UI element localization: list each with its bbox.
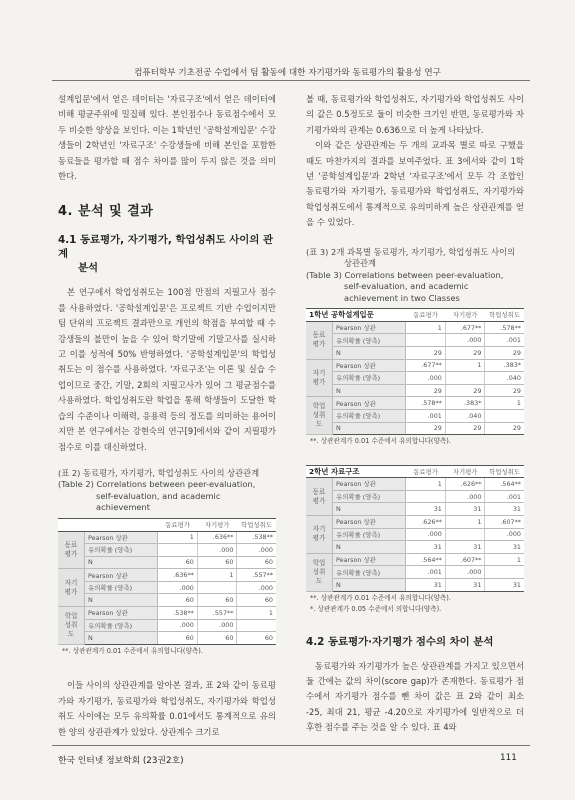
row-group-label: [58, 569, 85, 607]
caption-line: (Table 2) Correlations between peer-evaluation,: [58, 479, 256, 490]
row-label: N: [333, 503, 406, 516]
group-label-part: 평가: [64, 549, 78, 558]
table-row: [306, 490, 524, 503]
caption-line: (표 3) 2개 과목별 동료평가, 자기평가, 학업성취도 사이의: [306, 246, 516, 257]
table-row: [306, 478, 524, 491]
paragraph: 본 연구에서 학업성취도는 100점 만점의 지필고사 점수를 사용하였다. '공학설계입문'은 프로젝트 기반 수업이지만 팀 단위의 프로젝트 결과만으로 개인의 학점을 부여할 때 수강생들의 불만이 높을 수 있어 학기말에 기말고사를 실시하고 이를 성적에 50% 반영하였다. '공학설계입문'의 학업성취도는 이 점수를 사용하였다. '자료구조'는 이론 및 실습 수업이므로 중간, 기말, 2회의 지필고사가 있어 그 평균점수를 사용하였다. 학업성취도란 학업을 통해 학생들이 도달한 학습의 수준이나 이해력, 응용력 등의 정도를 의미하는 용어이지만 본 연구에서는 강현숙의 연구[9]에서와 같이 지필평가 점수로 이를 대신하였다.: [58, 287, 276, 452]
table-cell: .000: [445, 566, 485, 579]
row-label: Pearson 상관: [333, 515, 406, 528]
table-cell: 29: [485, 422, 524, 435]
group-label-part: 성취: [312, 411, 326, 420]
row-label: N: [85, 594, 158, 607]
table-cell: 29: [485, 346, 524, 359]
table-cell: .578**: [406, 397, 446, 410]
table-title: 1학년 공학설계입문: [306, 309, 406, 322]
section-title: 4. 분석 및 결과: [58, 204, 154, 220]
table-note: **. 상관관계가 0.01 수준에서 유의합니다(양측).: [310, 593, 451, 602]
table-row: [306, 397, 524, 410]
table-cell: .000: [197, 619, 237, 632]
table-cell: 1: [237, 607, 276, 620]
caption-line: (Table 3) Correlations between peer-evaluation,: [306, 269, 504, 280]
table-note: **. 상관관계가 0.01 수준에서 유의합니다(양측).: [310, 437, 451, 446]
group-label-part: 평가: [312, 496, 326, 505]
table-cell: 60: [158, 594, 198, 607]
table-cell: 31: [445, 578, 485, 591]
caption-line: self-evaluation, and academic: [344, 281, 469, 292]
table-cell: 60: [237, 632, 276, 645]
row-label: Pearson 상관: [333, 478, 406, 491]
row-label: Pearson 상관: [333, 553, 406, 566]
table-cell: .636**: [197, 531, 237, 544]
table-cell: 31: [485, 503, 524, 516]
table-cell: .538**: [237, 531, 276, 544]
table-cell: 60: [197, 556, 237, 569]
table-row: [58, 632, 276, 645]
table-cell: 31: [485, 541, 524, 554]
row-label: 유의확률 (양측): [85, 581, 158, 594]
table-cell: .677**: [406, 359, 446, 372]
column-header: 학업성취도: [485, 309, 524, 322]
group-label-part: 학업: [312, 558, 326, 567]
table-cell: 31: [406, 578, 446, 591]
table-cell: .001: [406, 409, 446, 422]
row-label: N: [333, 384, 406, 397]
footer-rule: [52, 745, 530, 746]
column-header: 동료평가: [406, 465, 446, 478]
table-cell: .001: [485, 490, 524, 503]
table-row: [306, 541, 524, 554]
table-row: [306, 384, 524, 397]
table-cell: .000: [445, 490, 485, 503]
row-group-label: [306, 553, 333, 591]
column-header: 동료평가: [158, 518, 198, 531]
row-label: Pearson 상관: [85, 531, 158, 544]
table-cell: .000: [445, 334, 485, 347]
group-label-part: 성취: [64, 620, 78, 629]
table-row: [306, 359, 524, 372]
caption-line: 상관관계: [344, 258, 377, 269]
table-cell: [445, 372, 485, 385]
subsection-line: 분석: [78, 262, 99, 275]
table-row: [306, 503, 524, 516]
table-cell: .607**: [445, 553, 485, 566]
table-cell: 31: [485, 578, 524, 591]
group-label-part: 도: [315, 576, 323, 585]
row-label: N: [333, 578, 406, 591]
row-group-label: [58, 531, 85, 569]
row-label: 유의확률 (양측): [333, 372, 406, 385]
table-row: [58, 619, 276, 632]
row-label: N: [85, 556, 158, 569]
row-label: Pearson 상관: [333, 397, 406, 410]
table-cell: 31: [445, 541, 485, 554]
table-cell: 1: [445, 359, 485, 372]
row-label: N: [333, 422, 406, 435]
group-label-part: 평가: [312, 377, 326, 386]
table-cell: 29: [445, 422, 485, 435]
column-header: 자기평가: [445, 309, 485, 322]
row-label: 유의확률 (양측): [85, 544, 158, 557]
table-cell: 29: [406, 422, 446, 435]
row-label: Pearson 상관: [333, 359, 406, 372]
table-cell: 1: [406, 478, 446, 491]
table-cell: 31: [445, 503, 485, 516]
table-row: [58, 556, 276, 569]
subsection-title: [58, 233, 276, 275]
table-cell: 60: [197, 632, 237, 645]
table-cell: 1: [445, 515, 485, 528]
row-label: N: [85, 632, 158, 645]
row-group-label: [306, 321, 333, 359]
table-cell: [406, 490, 446, 503]
row-label: Pearson 상관: [85, 569, 158, 582]
table-row: [306, 515, 524, 528]
table-cell: .626**: [445, 478, 485, 491]
table-cell: .000: [237, 581, 276, 594]
table-row: [306, 346, 524, 359]
row-label: N: [333, 346, 406, 359]
table-row: [58, 544, 276, 557]
table-cell: .383*: [445, 397, 485, 410]
row-label: Pearson 상관: [333, 321, 406, 334]
table-cell: .000: [406, 528, 446, 541]
row-group-label: [306, 359, 333, 397]
table-row: [58, 594, 276, 607]
table-cell: .000: [197, 544, 237, 557]
table-cell: .383*: [485, 359, 524, 372]
row-label: 유의확률 (양측): [333, 528, 406, 541]
running-head: 컴퓨터학부 기초전공 수업에서 팀 활동에 대한 자기평가와 동료평가의 활용성 연구: [134, 68, 441, 78]
table-row: [306, 528, 524, 541]
table-note: *. 상관관계가 0.05 수준에서 의합니다(양측).: [310, 605, 442, 614]
table-cell: 29: [485, 384, 524, 397]
table-cell: 60: [237, 594, 276, 607]
table-cell: 1: [197, 569, 237, 582]
column-header: 학업성취도: [485, 465, 524, 478]
table-cell: 29: [406, 384, 446, 397]
group-label-part: 평가: [312, 534, 326, 543]
table-cell: .564**: [485, 478, 524, 491]
table-cell: 1: [158, 531, 198, 544]
table-cell: [158, 544, 198, 557]
row-label: 유의확률 (양측): [85, 619, 158, 632]
table3-caption: [306, 247, 524, 305]
correlation-table-3b: [306, 465, 524, 592]
row-label: 유의확률 (양측): [333, 334, 406, 347]
table-cell: .564**: [406, 553, 446, 566]
column-header: 자기평가: [445, 465, 485, 478]
group-label-part: 학업: [64, 611, 78, 620]
header-rule: [52, 80, 530, 81]
group-label-part: 성취: [312, 567, 326, 576]
column-header: 학업성취도: [237, 518, 276, 531]
table-row: [306, 553, 524, 566]
right-column: [306, 92, 524, 736]
left-column: [58, 92, 276, 740]
group-label-part: 동료: [312, 487, 326, 496]
table-cell: .538**: [158, 607, 198, 620]
row-label: Pearson 상관: [85, 607, 158, 620]
table-cell: 29: [445, 384, 485, 397]
page-number: 111: [500, 753, 517, 763]
journal-name: 한국 인터넷 정보학회 (23권2호): [58, 756, 184, 766]
row-label: 유의확률 (양측): [333, 490, 406, 503]
table-cell: .557**: [197, 607, 237, 620]
table-row: [306, 578, 524, 591]
table-cell: .000: [158, 581, 198, 594]
table-row: [306, 321, 524, 334]
paragraph: 이와 같은 상관관계는 두 개의 교과목 별로 따로 구했을 때도 마찬가지의 결과를 보여주었다. 표 3에서와 같이 1학년 '공학설계입문'과 2학년 '자료구조'에서 모두 각 조합인 동료평가와 자기평가, 동료평가와 학업성취도, 자기평가와 학업성취도에서 통계적으로 유의미하게 높은 상관관계를 얻을 수 있었다.: [306, 140, 524, 228]
row-group-label: [306, 397, 333, 435]
paragraph: 볼 때, 동료평가와 학업성취도, 자기평가와 학업성취도 사이의 값은 0.5정도로 둘이 비슷한 크기인 반면, 동료평가와 자기평가와의 관계는 0.636으로 더 높게 나타났다.: [306, 94, 524, 135]
table-cell: 60: [197, 594, 237, 607]
table-cell: .578**: [485, 321, 524, 334]
table-corner: [58, 518, 158, 531]
table-row: [306, 372, 524, 385]
table-cell: .001: [406, 566, 446, 579]
table-cell: .001: [485, 334, 524, 347]
table-row: [306, 334, 524, 347]
table-row: [58, 569, 276, 582]
table-cell: .636**: [158, 569, 198, 582]
table-cell: .626**: [406, 515, 446, 528]
table-cell: [237, 619, 276, 632]
table-cell: 31: [406, 503, 446, 516]
table2-caption: [58, 468, 276, 514]
group-label-part: 동료: [312, 331, 326, 340]
table-row: [58, 531, 276, 544]
column-header: 동료평가: [406, 309, 446, 322]
table-cell: [485, 566, 524, 579]
table-cell: 29: [445, 346, 485, 359]
correlation-table-3a: [306, 308, 524, 435]
subsection-line: 4.1 동료평가, 자기평가, 학업성취도 사이의 관계: [58, 234, 274, 261]
table-row: [306, 409, 524, 422]
table-row: [306, 422, 524, 435]
table-cell: [406, 334, 446, 347]
group-label-part: 학업: [312, 402, 326, 411]
paragraph: 이들 사이의 상관관계를 알아본 결과, 표 2와 같이 동료평가와 자기평가, 동료평가와 학업성취도, 자기평가와 학업성취도 사이에는 모두 유의확률 0.01에서도 통계적으로 유의한 양의 상관관계가 있었다. 상관계수 크기로: [58, 680, 276, 737]
table-cell: 1: [485, 553, 524, 566]
table-note: **. 상관관계가 0.01 수준에서 유의합니다(양측).: [62, 646, 203, 655]
paragraph: 설계입문'에서 얻은 데이터는 '자료구조'에서 얻은 데이터에 비해 평균주위에 밀집해 있다. 본인점수나 동료점수에서 모두 비슷한 양상을 보인다. 이는 1학년인 '공학설계입문' 수강생들이 2학년인 '자료구조' 수강생들에 비해 본인을 포함한 동료들을 평가할 때 점수 차이를 많이 두지 않은 것을 의미한다.: [58, 94, 276, 182]
table-cell: .677**: [445, 321, 485, 334]
correlation-table-2: [58, 518, 276, 645]
table-row: [306, 566, 524, 579]
caption-line: (표 2) 동료평가, 자기평가, 학업성취도 사이의 상관관계: [58, 467, 260, 478]
table-cell: .000: [158, 619, 198, 632]
table-cell: 60: [158, 556, 198, 569]
row-label: 유의확률 (양측): [333, 409, 406, 422]
caption-line: self-evaluation, and academic achievement: [96, 490, 221, 513]
table-cell: .607**: [485, 515, 524, 528]
table-cell: .040: [445, 409, 485, 422]
table-cell: 60: [158, 632, 198, 645]
row-group-label: [306, 515, 333, 553]
row-label: N: [333, 541, 406, 554]
table-row: [58, 607, 276, 620]
table-cell: 31: [406, 541, 446, 554]
table-row: [58, 581, 276, 594]
row-label: 유의확률 (양측): [333, 566, 406, 579]
group-label-part: 자기: [64, 578, 78, 587]
table-cell: [197, 581, 237, 594]
row-group-label: [306, 478, 333, 516]
table-cell: .000: [406, 372, 446, 385]
group-label-part: 도: [67, 629, 75, 638]
table-cell: .000: [237, 544, 276, 557]
group-label-part: 평가: [64, 587, 78, 596]
table-cell: [445, 528, 485, 541]
row-group-label: [58, 607, 85, 645]
group-label-part: 도: [315, 420, 323, 429]
column-header: 자기평가: [197, 518, 237, 531]
group-label-part: 동료: [64, 540, 78, 549]
table-cell: .000: [485, 528, 524, 541]
group-label-part: 자기: [312, 525, 326, 534]
table-cell: .557**: [237, 569, 276, 582]
table-title: 2학년 자료구조: [306, 465, 406, 478]
table-cell: 60: [237, 556, 276, 569]
table-cell: .040: [485, 372, 524, 385]
table-cell: 29: [406, 346, 446, 359]
table-cell: [485, 409, 524, 422]
caption-line: achievement in two Classes: [344, 292, 460, 303]
subsection-title: 4.2 동료평가·자기평가 점수의 차이 분석: [306, 635, 494, 648]
group-label-part: 자기: [312, 368, 326, 377]
group-label-part: 평가: [312, 340, 326, 349]
table-cell: 1: [406, 321, 446, 334]
table-cell: 1: [485, 397, 524, 410]
paragraph: 동료평가와 자기평가가 높은 상관관계를 가지고 있으면서 둘 간에는 값의 차이(score gap)가 존재한다. 동료평가 점수에서 자기평가 점수를 뺀 차이 값은 표 2와 같이 최소 -25, 최대 21, 평균 -4.20으로 자기평가에 일반적으로 더 후한 점수를 주는 것을 알 수 있다. 표 4와: [306, 660, 524, 733]
